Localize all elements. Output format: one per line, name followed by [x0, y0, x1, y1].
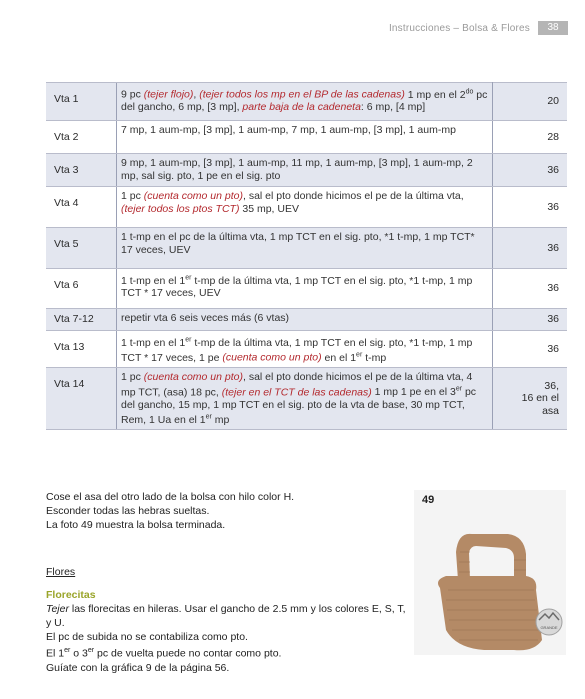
table-row [46, 269, 567, 309]
round-label: Vta 2 [46, 121, 117, 154]
round-instructions [117, 83, 493, 121]
photo-number: 49 [422, 494, 435, 506]
round-label: Vta 4 [46, 187, 117, 228]
instruction-fragment: (cuenta como un pto) [143, 190, 243, 202]
page-number: 38 [538, 21, 568, 35]
flores-line-em: Tejer [46, 603, 69, 615]
stitch-count: 36 [493, 187, 568, 228]
instruction-fragment: : 6 mp, [4 mp] [360, 101, 426, 113]
instruction-fragment: (tejer flojo) [143, 88, 194, 101]
closing-notes [46, 490, 294, 532]
stitch-count: 36 [493, 228, 568, 269]
instruction-fragment: 1 mp 1 pe en el 3er pc del gancho, 15 mp, 1 mp TCT en el sig. pto de la vta de base, 30 mp TCT, Rem, 1 Ua en el 1er mp [121, 385, 477, 426]
flores-title: Flores [46, 566, 76, 578]
closing-line: La foto 49 muestra la bolsa terminada. [46, 519, 226, 531]
instruction-fragment: 1 t-mp en el 1er t-mp de la última vta, 1 mp TCT en el sig. pto, *1 t-mp, 1 mp TCT * 17 veces, 1 pe [121, 336, 473, 364]
table-row [46, 83, 567, 121]
instruction-fragment: (tejer todos los mp en el BP de las cadenas) [199, 88, 405, 101]
instruction-fragment: 9 pc [121, 88, 144, 101]
instruction-fragment: , sal el pto donde hicimos el pe de la última vta, [243, 190, 464, 202]
page-header [0, 21, 585, 37]
flores-line: El 1er o 3er pc de vuelta puede no contar como pto. [46, 647, 282, 660]
instruction-fragment: (tejer en el TCT de las cadenas) [221, 386, 372, 398]
instruction-fragment: 1 pc [121, 371, 144, 383]
rounds-table [46, 82, 567, 430]
table-row [46, 187, 567, 228]
stitch-count: 36 [493, 309, 568, 331]
closing-line: Esconder todas las hebras sueltas. [46, 505, 210, 517]
flores-line: Guíate con la gráfica 9 de la página 56. [46, 661, 230, 674]
instruction-fragment: en el 1er t-mp [321, 351, 387, 364]
stitch-count: 36 [493, 269, 568, 309]
round-label: Vta 3 [46, 154, 117, 187]
round-label: Vta 1 [46, 83, 117, 121]
round-label: Vta 14 [46, 368, 117, 430]
round-label: Vta 6 [46, 269, 117, 309]
table-row [46, 121, 567, 154]
round-instructions [117, 187, 493, 228]
instruction-fragment: parte baja de la cadeneta [242, 101, 361, 113]
instruction-fragment: 1 t-mp en el 1er t-mp de la última vta, 1 mp TCT en el sig. pto, *1 t-mp, 1 mp TCT * 17 veces, UEV [121, 274, 473, 299]
stitch-count: 36, 16 en el asa [493, 368, 568, 430]
closing-line: Cose el asa del otro lado de la bolsa con hilo color H. [46, 491, 295, 503]
table-row [46, 228, 567, 269]
round-label: Vta 7-12 [46, 309, 117, 331]
instruction-fragment: 1 pc [121, 190, 144, 202]
instruction-fragment: 7 mp, 1 aum-mp, [3 mp], 1 aum-mp, 7 mp, 1 aum-mp, [3 mp], 1 aum-mp [121, 124, 456, 136]
round-instructions [117, 228, 493, 269]
instruction-fragment: , [193, 88, 200, 101]
round-instructions [117, 269, 493, 309]
stitch-count: 20 [493, 83, 568, 121]
round-instructions [117, 154, 493, 187]
round-instructions [117, 368, 493, 430]
instruction-fragment: 1 t-mp en el pc de la última vta, 1 mp TCT en el sig. pto, *1 t-mp, 1 mp TCT* 17 veces, UEV [121, 231, 475, 256]
instruction-fragment: (cuenta como un pto) [222, 351, 322, 364]
flores-line: El pc de subida no se contabiliza como pto. [46, 631, 248, 643]
instruction-fragment: 9 mp, 1 aum-mp, [3 mp], 1 aum-mp, 11 mp, 1 aum-mp, [3 mp], 1 aum-mp, 2 mp, sal sig. pto, 1 pe en el sig. pto [121, 157, 473, 182]
stitch-count: 36 [493, 154, 568, 187]
instruction-fragment: (cuenta como un pto) [143, 371, 243, 383]
instruction-fragment: 35 mp, UEV [239, 202, 299, 215]
instruction-fragment: , sal el pto donde hicimos el pe de la última vta, 4 mp TCT, (asa) 18 pc, [121, 371, 473, 398]
round-instructions [117, 309, 493, 331]
flores-instructions [46, 602, 406, 675]
table-row [46, 368, 567, 430]
table-row [46, 154, 567, 187]
table-row [46, 309, 567, 331]
instruction-fragment: repetir vta 6 seis veces más (6 vtas) [121, 312, 290, 324]
bag-illustration [414, 490, 566, 655]
stitch-count: 28 [493, 121, 568, 154]
round-instructions [117, 331, 493, 368]
instruction-fragment: 1 mp en el $2^{do}$ pc del gancho, 6 mp, [3 mp], [121, 88, 488, 113]
table-row [46, 331, 567, 368]
stitch-count: 36 [493, 331, 568, 368]
flores-line-rest: las florecitas en hileras. Usar el gancho de 2.5 mm y los colores E, S, T, y U. [46, 603, 406, 629]
florecitas-subtitle: Florecitas [46, 589, 96, 601]
round-label: Vta 13 [46, 331, 117, 368]
header-title: Instrucciones – Bolsa & Flores [388, 23, 530, 34]
round-label: Vta 5 [46, 228, 117, 269]
flores-line [46, 602, 406, 630]
photo-finished-bag [414, 490, 566, 655]
photo-badge: GRANDE [540, 625, 558, 630]
round-instructions [117, 121, 493, 154]
instruction-fragment: (tejer todos los ptos TCT) [121, 202, 240, 215]
